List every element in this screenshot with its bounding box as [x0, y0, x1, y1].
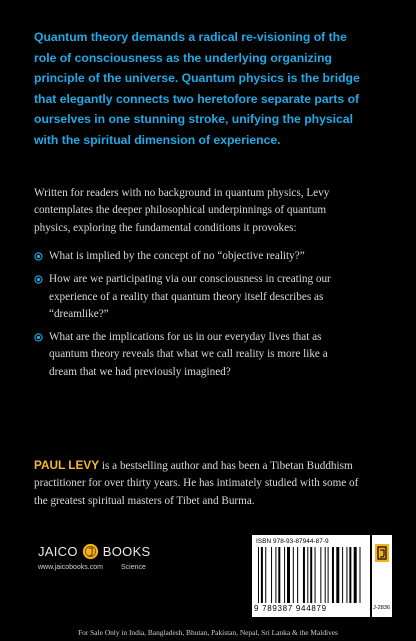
pull-quote [34, 27, 384, 150]
author-bio-line [34, 457, 384, 475]
barcode-bar [278, 547, 280, 603]
bullet-list [34, 248, 389, 387]
book-category: Science [120, 564, 146, 571]
barcode-bar [261, 547, 263, 603]
quote-line: principle of the universe. Quantum physics is the bridge [34, 71, 360, 85]
barcode-bar [332, 547, 334, 603]
quote-line: ourselves in one stunning stroke, unifying the physical [34, 112, 353, 126]
bullet-line: experience of a reality that quantum theory itself describes as [49, 290, 324, 303]
author-bio [34, 457, 384, 510]
book-code: J-2836 [373, 605, 391, 611]
barcode-bar [328, 547, 329, 603]
barcode-panel [252, 535, 370, 617]
sale-territory-notice: For Sale Only in India, Bangladesh, Bhutan, Pakistan, Nepal, Sri Lanka & the Maldives [78, 628, 338, 637]
barcode-bar [354, 547, 357, 603]
barcode-bar [284, 547, 285, 603]
publisher-info [38, 564, 151, 571]
circle-bullet-icon [34, 252, 43, 261]
book-code-panel [372, 535, 392, 617]
barcode-bar [293, 547, 294, 603]
barcode-bar [265, 547, 266, 603]
barcode-bar [307, 547, 308, 603]
author-bio-line: the greatest spiritual masters of Tibet and Burma. [34, 494, 255, 507]
quote-line: Quantum theory demands a radical re-visioning of the [34, 30, 347, 44]
bullet-item [34, 271, 389, 323]
intro-line: contemplates the deeper philosophical underpinnings of quantum [34, 204, 327, 217]
isbn-label: ISBN 978-93-87944-87-9 [256, 538, 329, 545]
intro-line: Written for readers with no background in quantum physics, Levy [34, 187, 330, 199]
publisher-website: www.jaicobooks.com [38, 564, 103, 571]
isbn-digits: 9 789387 944879 [254, 604, 327, 613]
barcode-bar [258, 547, 259, 603]
barcode-bar [297, 547, 298, 603]
barcode-bar [360, 547, 361, 603]
quote-line: that elegantly connects two heretofore separate parts of [34, 91, 360, 106]
publisher-logo [38, 543, 151, 560]
barcode-bar [275, 547, 276, 603]
circle-bullet-icon [34, 275, 43, 284]
bullet-line: What are the implications for us in our everyday lives that as [49, 331, 322, 344]
publisher-block [38, 543, 151, 571]
bullet-item [34, 248, 389, 265]
barcode-bar [325, 547, 326, 603]
bullet-line: quantum theory reveals that what we call reality is more like a [49, 348, 328, 361]
quote-line: with the spiritual dimension of experience. [34, 132, 281, 147]
barcode-bar [287, 547, 290, 603]
publisher-mark-icon [375, 544, 389, 562]
publisher-emblem-icon [82, 543, 99, 560]
barcode-image [258, 547, 364, 603]
barcode-bar [303, 547, 305, 603]
barcode-bar [346, 547, 347, 603]
circle-bullet-icon [34, 333, 43, 342]
bullet-line: How are we participating via our consciousness in creating our [49, 273, 331, 286]
author-bio-text: is a bestselling author and has been a Tibetan Buddhism [99, 460, 353, 472]
bullet-line: “dreamlike?” [49, 307, 109, 320]
intro-line: physics, exploring the fundamental conditions it provokes: [34, 221, 297, 234]
bullet-item [34, 329, 389, 381]
publisher-name-left: JAICO [38, 544, 78, 559]
author-bio-line: practitioner for over thirty years. He has intimately studied with some of [34, 477, 359, 490]
bullet-line: dream that we had previously imagined? [49, 365, 231, 378]
barcode-bar [310, 547, 312, 603]
barcode-bar [349, 547, 351, 603]
barcode-bar [336, 547, 339, 603]
barcode-bar [342, 547, 343, 603]
author-name: PAUL LEVY [34, 458, 100, 472]
intro-paragraph [34, 185, 384, 237]
barcode-bar [271, 547, 272, 603]
barcode-bar [315, 547, 316, 603]
publisher-name-right: BOOKS [102, 544, 151, 559]
bullet-line: What is implied by the concept of no “objective reality?” [49, 250, 305, 262]
barcode-bar [320, 547, 321, 603]
quote-line: role of consciousness as the underlying organizing [34, 50, 332, 65]
